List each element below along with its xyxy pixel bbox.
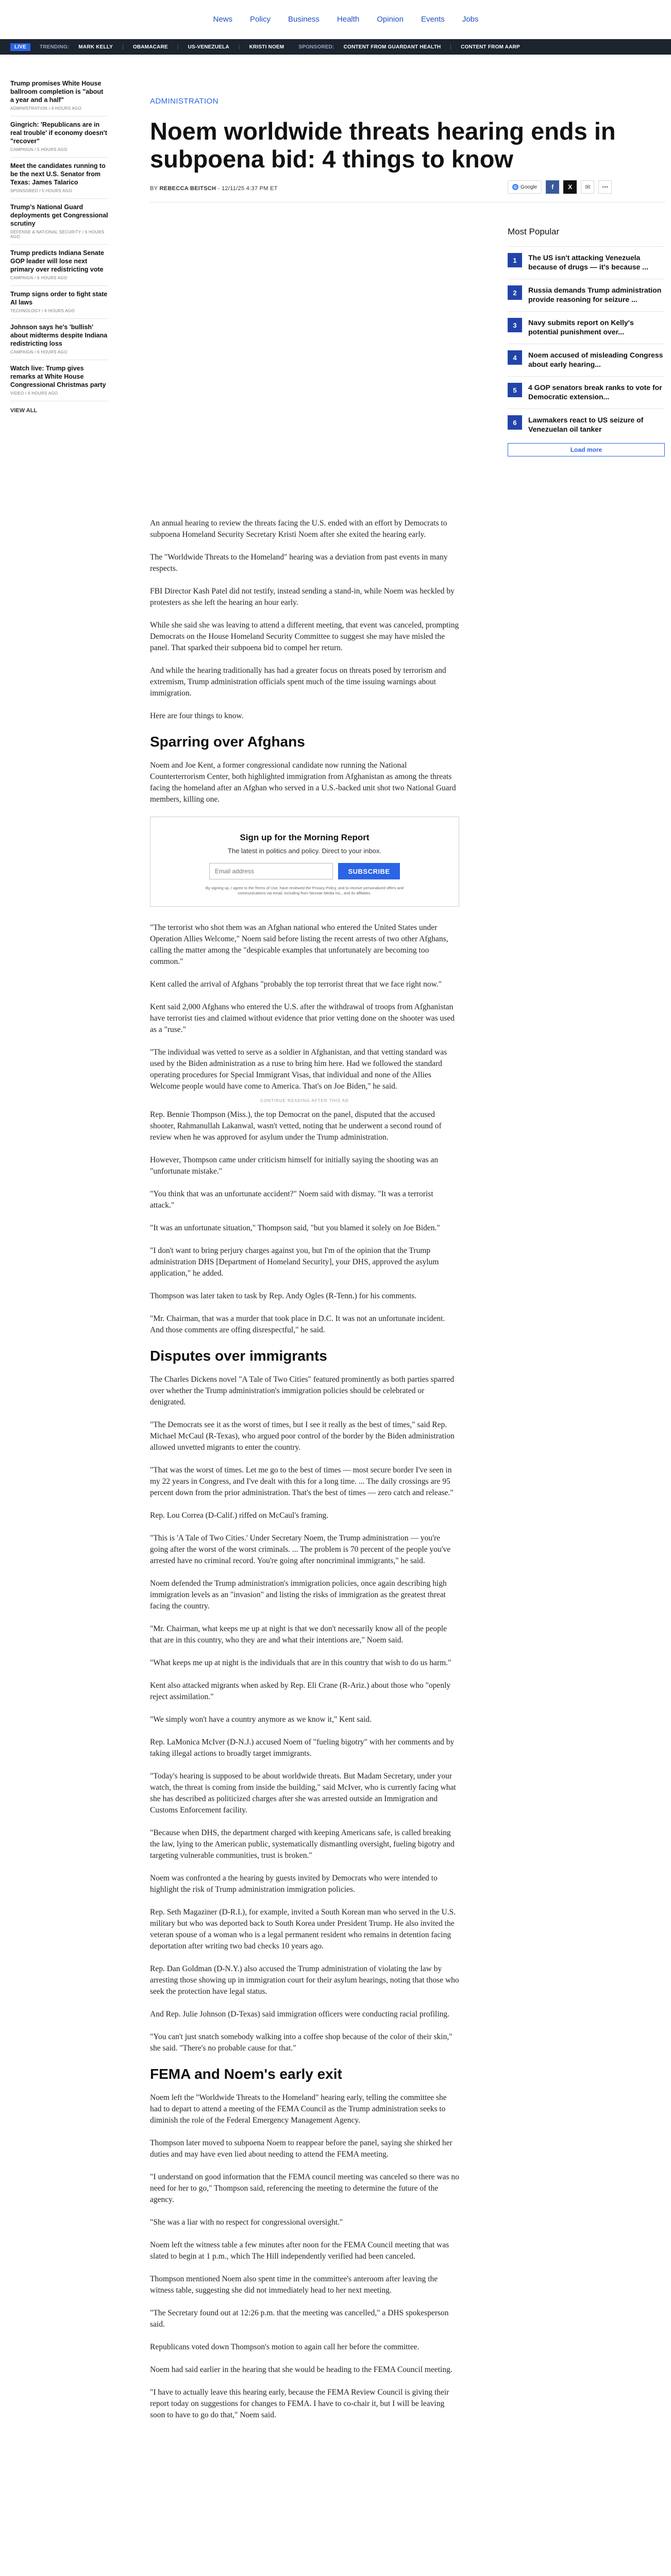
popular-title[interactable]: Noem accused of misleading Congress about early hearing... — [528, 351, 663, 368]
section-heading: Sparring over Afghans — [150, 734, 305, 750]
paragraph: The "Worldwide Threats to the Homeland" hearing was a deviation from past events in many respects. — [150, 553, 448, 573]
live-badge[interactable]: LIVE — [10, 43, 30, 51]
facebook-share-icon[interactable]: f — [546, 180, 559, 194]
paragraph: "Today's hearing is supposed to be about worldwide threats. But Madam Secretary, under your watch, the threat is coming from inside the building," said McIver, who is currently facing what she has described as politicized charges after she was arrested outside an Immigration and Customs Enforcement facility. — [150, 1772, 456, 1815]
paragraph: "Mr. Chairman, what keeps me up at night is that we don't necessarily know all of the people that are in this country, who they are and what their intentions are," Noem said. — [150, 1624, 447, 1645]
newsletter-signup — [150, 817, 459, 907]
paragraph: Thompson mentioned Noem also spent time in the committee's anteroom after leaving the witness table, suggesting she did not immediately head to her next meeting. — [150, 2275, 438, 2295]
google-icon: G — [512, 184, 518, 190]
paragraph: An annual hearing to review the threats facing the U.S. ended with an effort by Democrats to subpoena Homeland Security Secretary Kristi Noem after she exited the hearing early. — [150, 519, 447, 539]
paragraph: The Charles Dickens novel "A Tale of Two Cities" featured prominently as both parties sparred over whether the Trump administration's immigration policies should be celebrated or denigrated. — [150, 1375, 455, 1406]
popular-item[interactable] — [508, 279, 665, 311]
left-rail-stories — [10, 75, 108, 414]
paragraph: Kent called the arrival of Afghans "probably the top terrorist threat that we face right now." — [150, 980, 442, 989]
paragraph: Noem had said earlier in the hearing that she would be heading to the FEMA Council meeting. — [150, 2365, 452, 2374]
rail-story-meta: ADMINISTRATION / 4 HOURS AGO — [10, 106, 82, 111]
rail-story-title[interactable]: Watch live: Trump gives remarks at White House Congressional Christmas party — [10, 365, 106, 388]
paragraph: "She was a liar with no respect for congressional oversight." — [150, 2218, 343, 2227]
google-preferred-button[interactable] — [508, 180, 542, 194]
popular-title[interactable]: Navy submits report on Kelly's potential punishment over... — [528, 318, 634, 336]
popular-title[interactable]: The US isn't attacking Venezuela because of drugs — it's because ... — [528, 253, 648, 271]
subscribe-button[interactable]: SUBSCRIBE — [338, 863, 400, 879]
rail-story-meta: VIDEO / 6 HOURS AGO — [10, 391, 58, 396]
popular-item[interactable] — [508, 376, 665, 409]
paragraph: Kent said 2,000 Afghans who entered the U.S. after the withdrawal of troops from Afghanistan have terrorist ties and claimed without evidence that prior vetting done on the shooter was used as a "ruse." — [150, 1003, 455, 1034]
rail-story[interactable] — [10, 75, 108, 116]
byline — [150, 185, 278, 192]
paragraph: "The terrorist who shot them was an Afghan national who entered the United States under Operation Allies Welcome," Noem said before listing the recent arrests of two other Afghans, calling the matter among the "despicable examples that unfortunately are becoming too common." — [150, 923, 448, 966]
paragraph: Rep. Bennie Thompson (Miss.), the top Democrat on the panel, disputed that the accused shooter, Rahmanullah Lakanwal, wasn't vetted, noting that he underwent a second round of review when he was approved for asylum under the Trump administration. — [150, 1110, 442, 1142]
article-headline: Noem worldwide threats hearing ends in subpoena bid: 4 things to know — [150, 117, 616, 173]
rail-story-title[interactable]: Trump signs order to fight state AI laws — [10, 291, 108, 306]
paragraph: Noem defended the Trump administration's immigration policies, once again describing high immigration levels as an "invasion" and listing the risks of immigration as the greatest threat facing the country. — [150, 1579, 447, 1611]
paragraph: "This is 'A Tale of Two Cities.' Under Secretary Noem, the Trump administration — you're going after the worst of the worst criminals. ... The problem is 70 percent of the people you've arrested have no criminal record. You're going after noncriminal immigrants," he said. — [150, 1534, 451, 1565]
paragraph: "I understand on good information that the FEMA council meeting was canceled so there was no need for her to go," Thompson said, referencing the meeting to determine the future of the agency. — [150, 2173, 459, 2204]
rail-story[interactable] — [10, 245, 108, 286]
popular-item[interactable] — [508, 409, 665, 441]
popular-rank: 2 — [508, 285, 522, 300]
separator: | — [450, 44, 452, 50]
signup-title: Sign up for the Morning Report — [240, 833, 370, 842]
popular-rank: 1 — [508, 253, 522, 267]
more-share-icon[interactable]: ⋯ — [598, 180, 612, 194]
paragraph: And while the hearing traditionally has had a greater focus on threats posed by terrorism and extremism, Trump administration officials spent much of the time issuing warnings about immigration. — [150, 666, 446, 698]
paragraph: Rep. Seth Magaziner (D-R.I.), for example, invited a South Korean man who served in the U.S. military but who was deported back to South Korea under President Trump. He also invited the veteran spouse of a woman who is a legal permanent resident who remains in detention facing deportation after writing two bad checks 10 years ago. — [150, 1908, 456, 1951]
paragraph: "I don't want to bring perjury charges against you, but I'm of the opinion that the Trump administration DHS [Department of Homeland Security], your DHS, approved the asylum application," he added. — [150, 1246, 439, 1278]
share-bar — [508, 180, 612, 194]
nav-news[interactable]: News — [213, 15, 232, 24]
paragraph: "Because when DHS, the department charged with keeping Americans safe, is called breaking the law, lying to the American public, systematically dismantling oversight, fueling bigotry and targeting vulnerable communities, trust is broken." — [150, 1828, 455, 1860]
view-all-link[interactable]: VIEW ALL — [10, 408, 38, 414]
paragraph: Noem was confronted a the hearing by guests invited by Democrats who were intended to highlight the risk of Trump administration immigration policies. — [150, 1874, 438, 1894]
separator: | — [177, 44, 179, 50]
popular-item[interactable] — [508, 246, 665, 279]
rail-story-meta: CAMPAIGN / 5 HOURS AGO — [10, 147, 68, 152]
paragraph: Noem left the witness table a few minutes after noon for the FEMA Council meeting that was slated to begin at 1 p.m., which The Hill independently verified had been canceled. — [150, 2241, 449, 2261]
paragraph: And Rep. Julie Johnson (D-Texas) said immigration officers were conducting racial profiling. — [150, 2010, 450, 2019]
paragraph: "The Secretary found out at 12:26 p.m. that the meeting was cancelled," a DHS spokesperson said. — [150, 2309, 449, 2329]
rail-story-title[interactable]: Trump promises White House ballroom completion is "about a year and a half" — [10, 80, 104, 104]
article-category[interactable]: ADMINISTRATION — [150, 97, 219, 106]
popular-rank: 5 — [508, 383, 522, 397]
ad-label: CONTINUE READING AFTER THIS AD — [260, 1098, 349, 1103]
paragraph: "You think that was an unfortunate accident?" Noem said with dismay. "It was a terrorist attack." — [150, 1190, 433, 1210]
rail-story-title[interactable]: Meet the candidates running to be the next U.S. Senator from Texas: James Talarico — [10, 162, 106, 186]
email-share-icon[interactable]: ✉ — [581, 180, 594, 194]
most-popular — [508, 227, 665, 456]
paragraph: "Mr. Chairman, that was a murder that took place in D.C. It was not an unfortunate incident. And those comments are offing disrespectful," he said. — [150, 1314, 445, 1334]
rail-story-meta: SPONSORED / 5 HOURS AGO — [10, 189, 72, 193]
rail-story-title[interactable]: Trump's National Guard deployments get Congressional scrutiny — [10, 204, 108, 227]
paragraph: Here are four things to know. — [150, 711, 244, 720]
sponsored-item[interactable]: CONTENT FROM AARP — [461, 44, 520, 50]
trending-item[interactable]: KRISTI NOEM — [249, 44, 284, 50]
paragraph: "We simply won't have a country anymore as we know it," Kent said. — [150, 1715, 372, 1724]
rail-story[interactable] — [10, 286, 108, 319]
trending-label: TRENDING: — [40, 44, 70, 50]
nav-health[interactable]: Health — [337, 15, 360, 24]
rail-story-title[interactable]: Trump predicts Indiana Senate GOP leader will lose next primary over redistricting vote — [10, 249, 104, 273]
rail-story-title[interactable]: Gingrich: 'Republicans are in real trouble' if economy doesn't "recover" — [10, 121, 107, 145]
paragraph: Thompson later moved to subpoena Noem to reappear before the panel, saying she shirked her duties and may have even lied about needing to attend the FEMA meeting. — [150, 2139, 452, 2159]
paragraph: Republicans voted down Thompson's motion to again call her before the committee. — [150, 2343, 420, 2351]
trending-item[interactable]: OBAMACARE — [132, 44, 168, 50]
nav-events[interactable]: Events — [421, 15, 445, 24]
paragraph: Rep. Dan Goldman (D-N.Y.) also accused the Trump administration of violating the law by arresting those showing up in immigration court for their asylum hearings, noting that those who seek the protection have legal status. — [150, 1964, 459, 1996]
popular-rank: 4 — [508, 350, 522, 365]
paragraph: "I have to actually leave this hearing early, because the FEMA Review Council is giving their report today on suggestions for changes to FEMA. I have to co-chair it, but I will be leaving soon to have to go do that," Noem said. — [150, 2388, 449, 2419]
most-popular-title: Most Popular — [508, 227, 560, 236]
sponsored-item[interactable]: CONTENT FROM GUARDANT HEALTH — [343, 44, 441, 50]
paragraph: Kent also attacked migrants when asked by Rep. Eli Crane (R-Ariz.) about those who "openly reject assimilation." — [150, 1681, 451, 1701]
popular-title[interactable]: Lawmakers react to US seizure of Venezuelan oil tanker — [528, 416, 644, 433]
paragraph: "The Democrats see it as the worst of times, but I see it really as the best of times," said Rep. Michael McCaul (R-Texas), who argued poor control of the border by the Biden administration allowed unvetted migrants to enter the country. — [150, 1420, 455, 1452]
paragraph: "What keeps me up at night is the individuals that are in this country that wish to do us harm." — [150, 1658, 451, 1667]
rail-story[interactable] — [10, 199, 108, 245]
rail-story[interactable] — [10, 116, 108, 158]
rail-story-meta: DEFENSE & NATIONAL SECURITY / 6 HOURS AGO — [10, 230, 105, 239]
article-body — [150, 518, 459, 2432]
separator: | — [122, 44, 124, 50]
signup-fine-print: By signing up, I agree to the Terms of Use, have reviewed the Privacy Policy, and to receive personalized offers and communications via email, including from Nexstar Media Inc., and its affiliates. — [206, 886, 404, 895]
rail-story-meta: TECHNOLOGY / 6 HOURS AGO — [10, 309, 75, 313]
author-link[interactable]: REBECCA BEITSCH — [159, 185, 216, 192]
x-share-icon[interactable]: X — [563, 180, 577, 194]
rail-story-title[interactable]: Johnson says he's 'bullish' about midterms despite Indiana redistricting loss — [10, 324, 108, 347]
sponsored-label: SPONSORED: — [298, 44, 334, 50]
top-navigation — [0, 0, 671, 39]
paragraph: Thompson was later taken to task by Rep. Andy Ogles (R-Tenn.) for his comments. — [150, 1292, 417, 1300]
byline-prefix: BY — [150, 185, 160, 192]
nav-opinion[interactable]: Opinion — [377, 15, 404, 24]
section-heading: Disputes over immigrants — [150, 1348, 327, 1364]
trending-bar — [0, 39, 671, 55]
paragraph: Rep. Lou Correa (D-Calif.) riffed on McCaul's framing. — [150, 1511, 328, 1520]
rail-story[interactable] — [10, 360, 108, 401]
rail-story-meta: CAMPAIGN / 6 HOURS AGO — [10, 276, 68, 280]
paragraph: While she said she was leaving to attend a different meeting, that event was canceled, prompting Democrats on the House Homeland Security Committee to suggest she may have misled the panel. That sparked their subpoena bid to compel her return. — [150, 621, 459, 652]
load-more-button[interactable]: Load more — [508, 443, 665, 456]
popular-item[interactable] — [508, 311, 665, 344]
section-heading: FEMA and Noem's early exit — [150, 2066, 342, 2082]
nav-policy[interactable]: Policy — [250, 15, 271, 24]
popular-rank: 3 — [508, 318, 522, 332]
paragraph: Noem left the "Worldwide Threats to the Homeland" hearing early, telling the committee she had to depart to attend a meeting of the FEMA Council as the Trump administration seeks to diminish the role of the Federal Emergency Management Agency. — [150, 2093, 447, 2125]
paragraph: "You can't just snatch somebody walking into a coffee shop because of the color of their skin," she said. "There's no probable cause for that." — [150, 2032, 452, 2053]
rail-story-meta: CAMPAIGN / 6 HOURS AGO — [10, 350, 68, 354]
paragraph: Noem and Joe Kent, a former congressional candidate now running the National Counterterrorism Center, both highlighted immigration from Afghanistan as among the threats facing the homeland after an Afghan who served in a U.S.-backed unit shot two National Guard members, killing one. — [150, 761, 456, 804]
popular-title[interactable]: 4 GOP senators break ranks to vote for Democratic extension... — [528, 383, 662, 401]
paragraph: FBI Director Kash Patel did not testify, instead sending a stand-in, while Noem was heckled by protesters as she left the hearing an hour early. — [150, 587, 455, 607]
trending-item[interactable]: MARK KELLY — [78, 44, 113, 50]
nav-business[interactable]: Business — [288, 15, 320, 24]
dateline: - 12/11/25 4:37 PM ET — [216, 185, 278, 192]
nav-jobs[interactable]: Jobs — [462, 15, 479, 24]
rail-story[interactable] — [10, 319, 108, 360]
rail-story[interactable] — [10, 158, 108, 199]
popular-rank: 6 — [508, 415, 522, 430]
popular-title[interactable]: Russia demands Trump administration provide reasoning for seizure ... — [528, 286, 662, 303]
paragraph: "The individual was vetted to serve as a soldier in Afghanistan, and that vetting standard was used by the Biden administration as a ruse to bring him here. Had we followed the standard operating procedures for Special Immigrant Visas, that individual and none of the Allies Welcome people would have come to America. That's on Joe Biden," he said. — [150, 1048, 447, 1091]
paragraph: "That was the worst of times. Let me go to the best of times — most secure border I've seen in my 22 years in Congress, and I've dealt with this for a long time. ... The daily crossings are 95 percent down from the prior administration. That's the best of times — zero catch and release." — [150, 1466, 454, 1497]
signup-subtitle: The latest in politics and policy. Direct to your inbox. — [227, 847, 382, 855]
signup-form — [171, 863, 438, 879]
google-label: Google — [521, 184, 538, 190]
email-input[interactable] — [209, 863, 333, 879]
trending-item[interactable]: US-VENEZUELA — [188, 44, 229, 50]
popular-item[interactable] — [508, 344, 665, 376]
paragraph: However, Thompson came under criticism himself for initially saying the shooting was an "unfortunate mistake." — [150, 1156, 439, 1176]
separator: | — [238, 44, 240, 50]
paragraph: "It was an unfortunate situation," Thompson said, "but you blamed it solely on Joe Biden." — [150, 1224, 440, 1232]
paragraph: Rep. LaMonica McIver (D-N.J.) accused Noem of "fueling bigotry" with her comments and by taking illegal actions to broadly target immigrants. — [150, 1738, 455, 1758]
